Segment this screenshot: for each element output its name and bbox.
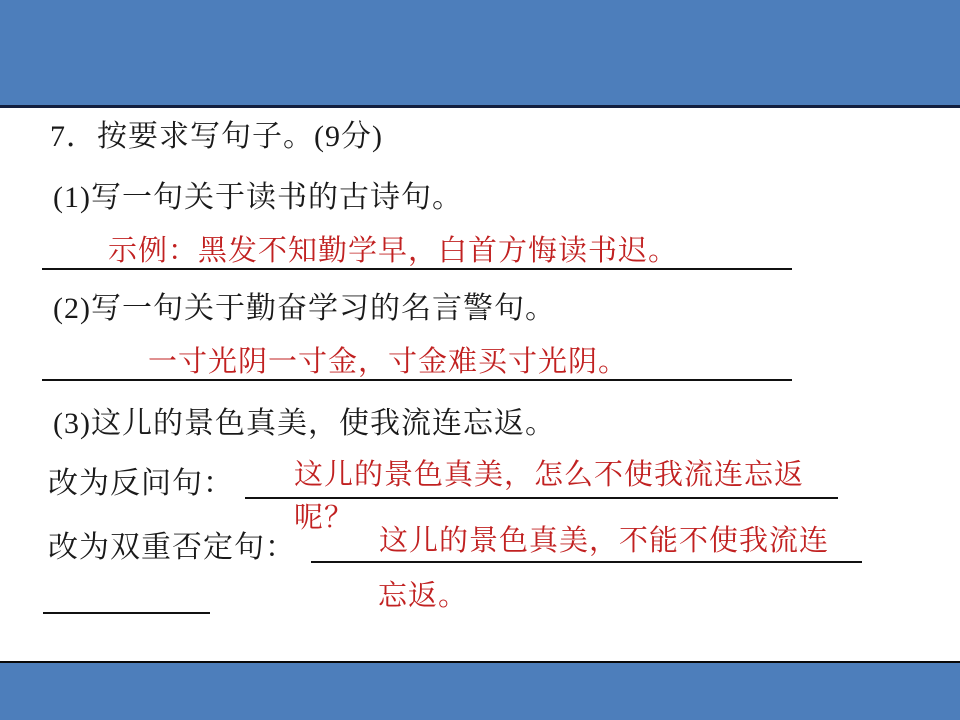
q3b-answer-line1: 这儿的景色真美，不能不使我流连 (379, 525, 830, 557)
bottom-blue-band (0, 661, 960, 720)
q3b-overflow-blank-line (43, 612, 210, 614)
q3-prompt: (3)这儿的景色真美，使我流连忘返。 (53, 407, 556, 440)
q3a-answer-line1: 这儿的景色真美，怎么不使我流连忘返 (294, 459, 805, 491)
q2-prompt: (2)写一句关于勤奋学习的名言警句。 (53, 292, 556, 325)
top-blue-band (0, 0, 960, 108)
q1-prompt: (1)写一句关于读书的古诗句。 (53, 181, 463, 214)
q3a-answer-line2: 呢？ (294, 502, 355, 534)
q3b-label: 改为双重否定句： (48, 531, 296, 564)
q3a-label: 改为反问句： (48, 467, 234, 500)
q1-answer: 示例：黑发不知勤学早，白首方悔读书迟。 (108, 235, 679, 267)
q3a-answer-blank-line (245, 497, 838, 499)
q3b-answer-blank-line (311, 561, 862, 563)
q2-answer: 一寸光阴一寸金，寸金难买寸光阴。 (148, 346, 629, 378)
q3b-answer-line2: 忘返。 (378, 580, 469, 612)
q2-answer-blank-line (42, 379, 792, 381)
q1-answer-blank-line (42, 268, 792, 270)
question-title: 7．按要求写句子。(9分) (50, 120, 383, 153)
